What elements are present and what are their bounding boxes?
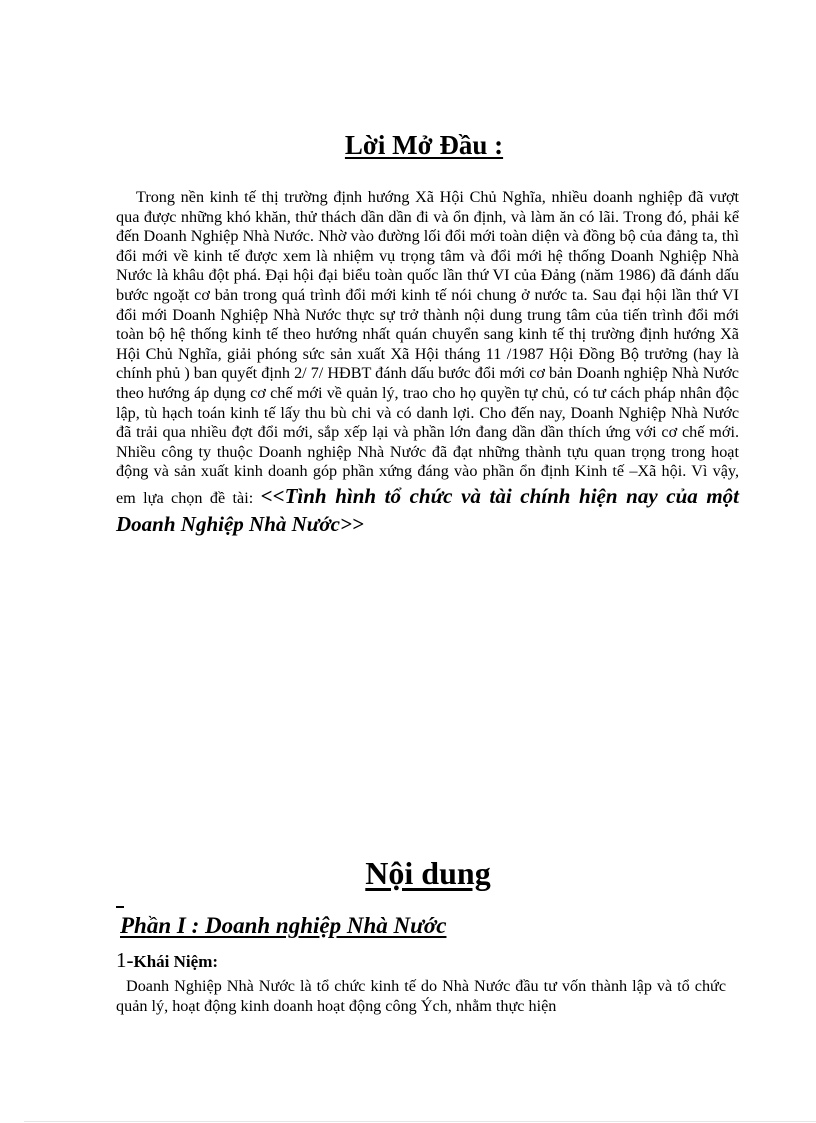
intro-title: Lời Mở Đầu : (344, 130, 504, 160)
page-bottom-edge (24, 1121, 816, 1122)
content-title: Nội dung (365, 855, 491, 891)
part-dash-mark (116, 906, 124, 908)
section-label: Khái Niệm: (133, 952, 219, 971)
section-number: 1- (116, 948, 134, 972)
intro-paragraph (116, 188, 739, 538)
intro-paragraph-text: Trong nền kinh tế thị trường định hướng Xã Hội Chủ Nghĩa, nhiều doanh nghiệp đã vượt qua được những khó khăn, thử thách dần dần đi và ổn định, và làm ăn có lãi. Trong đó, phải kể đến Doanh Nghiệp Nhà Nước. Nhờ vào đường lối đổi mới toàn diện và đồng bộ của đảng ta, thì đổi mới về kinh tế được xem là nhiệm vụ trọng tâm và đổi mới hệ thống Doanh Nghiệp Nhà Nước là khâu đột phá. Đại hội đại biểu toàn quốc lần thứ VI của Đảng (năm 1986) đã đánh dấu bước ngoặt cơ bản trong quá trình đổi mới kinh tế nói chung ở nước ta. Sau đại hội lần thứ VI đổi mới Doanh Nghiệp Nhà Nước thực sự trở thành nội dung trung tâm của tiến trình đổi mới toàn bộ hệ thống kinh tế theo hướng nhất quán chuyển sang kinh tế thị trường định hướng Xã Hội Chủ Nghĩa, giải phóng sức sản xuất Xã Hội tháng 11 /1987 Hội Đồng Bộ trưởng (hay là chính phủ ) ban quyết định 2/ 7/ HĐBT đánh dấu bước đổi mới cơ bản Doanh nghiệp Nhà Nước theo hướng áp dụng cơ chế mới về quản lý, trao cho họ quyền tự chủ, có tư cách pháp nhân độc lập, tù hạch toán kinh tế lấy thu bù chi và có danh lợi. Cho đến nay, Doanh Nghiệp Nhà Nước đã trải qua nhiều đợt đổi mới, sắp xếp lại và phần lớn đang dần dần thích ứng với cơ chế mới. Nhiều công ty thuộc Doanh nghiệp Nhà Nước đã đạt những thành tựu quan trọng trong hoạt động và sản xuất kinh doanh góp phần xứng đáng vào phần ổn định Kinh tế –Xã hội. Vì vậy, em lựa chọn đề tài: (116, 188, 739, 507)
definition-paragraph: Doanh Nghiệp Nhà Nước là tổ chức kinh tế do Nhà Nước đầu tư vốn thành lập và tổ chức quản lý, hoạt động kinh doanh hoạt động công Ých, nhằm thực hiện (116, 977, 726, 1015)
section-heading (116, 948, 218, 973)
part-heading: Phần I : Doanh nghiệp Nhà Nước (120, 913, 447, 938)
topic-title: <<Tình hình tổ chức và tài chính hiện nay của một Doanh Nghiệp Nhà Nước>> (116, 483, 740, 536)
